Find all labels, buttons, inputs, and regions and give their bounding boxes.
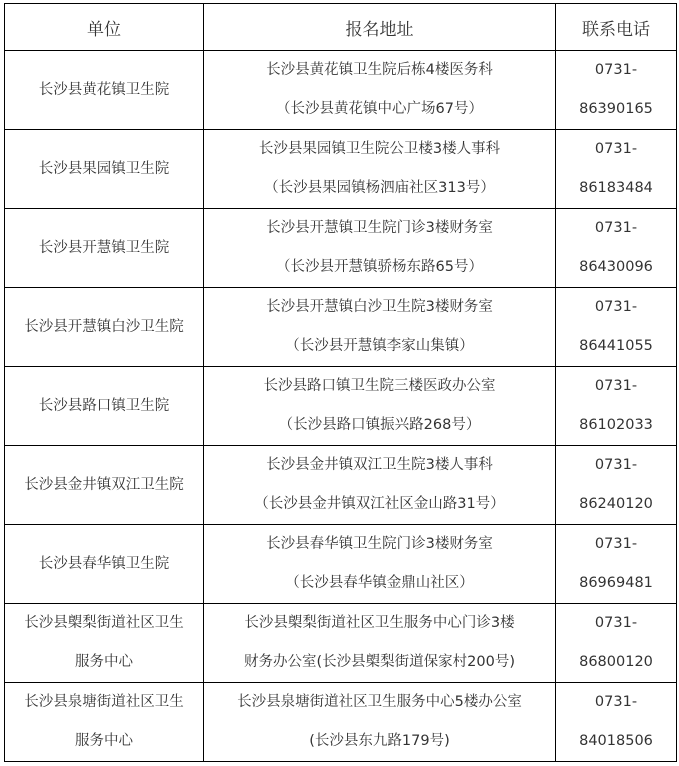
table-row <box>5 51 677 130</box>
phone-cell-line: 86800120 <box>579 654 653 670</box>
unit-cell-line: 长沙县开慧镇卫生院 <box>38 239 170 256</box>
phone-column-header: 联系电话 <box>556 4 677 51</box>
unit-cell <box>5 130 204 209</box>
unit-cell-line: 长沙县开慧镇白沙卫生院 <box>24 318 184 335</box>
registration-table <box>4 3 677 762</box>
address-cell <box>204 683 556 762</box>
phone-cell-line: 0731- <box>594 536 638 552</box>
table-row <box>5 683 677 762</box>
phone-cell-line: 0731- <box>594 615 638 631</box>
phone-cell-line: 86390165 <box>579 101 653 117</box>
unit-cell-line: 长沙县金井镇双江卫生院 <box>24 476 184 493</box>
address-cell-line: 长沙县开慧镇卫生院门诊3楼财务室 <box>266 220 493 236</box>
phone-cell <box>556 209 677 288</box>
table-row <box>5 209 677 288</box>
address-cell <box>204 446 556 525</box>
address-cell-line: 长沙县春华镇卫生院门诊3楼财务室 <box>266 536 493 552</box>
phone-cell-line: 0731- <box>594 220 638 236</box>
unit-cell <box>5 683 204 762</box>
address-cell <box>204 604 556 683</box>
table-row <box>5 130 677 209</box>
phone-cell-line: 84018506 <box>579 733 653 749</box>
address-cell <box>204 288 556 367</box>
unit-cell <box>5 446 204 525</box>
address-cell <box>204 51 556 130</box>
table-row <box>5 446 677 525</box>
unit-cell <box>5 367 204 446</box>
phone-cell <box>556 446 677 525</box>
phone-cell-line: 0731- <box>594 378 638 394</box>
phone-cell-line: 0731- <box>594 694 638 710</box>
table-row <box>5 288 677 367</box>
unit-cell <box>5 288 204 367</box>
unit-cell <box>5 604 204 683</box>
address-cell-line: （长沙县春华镇金鼎山社区） <box>285 575 474 591</box>
address-column-header: 报名地址 <box>204 4 556 51</box>
phone-cell-line: 0731- <box>594 62 638 78</box>
unit-cell-line: 长沙县路口镇卫生院 <box>38 397 170 414</box>
address-cell-line: （长沙县果园镇杨泗庙社区313号） <box>264 180 495 196</box>
unit-cell <box>5 51 204 130</box>
phone-cell <box>556 51 677 130</box>
address-cell <box>204 209 556 288</box>
table-row <box>5 525 677 604</box>
address-cell-line: 财务办公室(长沙县㮾梨街道保家村200号) <box>244 654 515 670</box>
phone-cell <box>556 288 677 367</box>
address-cell-line: 长沙县黄花镇卫生院后栋4楼医务科 <box>266 62 493 78</box>
phone-cell-line: 0731- <box>594 141 638 157</box>
phone-cell-line: 86441055 <box>579 338 653 354</box>
unit-cell-line: 长沙县果园镇卫生院 <box>38 160 170 177</box>
phone-cell <box>556 525 677 604</box>
address-cell <box>204 525 556 604</box>
phone-cell-line: 86240120 <box>579 496 653 512</box>
unit-cell-line: 长沙县春华镇卫生院 <box>38 555 170 572</box>
address-cell-line: 长沙县金井镇双江卫生院3楼人事科 <box>266 457 493 473</box>
unit-column-header: 单位 <box>5 4 204 51</box>
address-cell-line: 长沙县㮾梨街道社区卫生服务中心门诊3楼 <box>244 615 515 631</box>
address-cell-line: （长沙县开慧镇骄杨东路65号） <box>276 259 483 275</box>
phone-cell <box>556 604 677 683</box>
header-row <box>5 4 677 51</box>
table-row <box>5 604 677 683</box>
address-cell-line: （长沙县路口镇振兴路268号） <box>278 417 481 433</box>
address-cell-line: 长沙县泉塘街道社区卫生服务中心5楼办公室 <box>237 694 522 710</box>
unit-cell-line: 长沙县㮾梨街道社区卫生 <box>24 615 184 631</box>
unit-cell-line: 长沙县泉塘街道社区卫生 <box>24 694 184 710</box>
address-cell-line: （长沙县开慧镇李家山集镇） <box>285 338 474 354</box>
phone-cell-line: 86183484 <box>579 180 653 196</box>
address-cell-line: 长沙县开慧镇白沙卫生院3楼财务室 <box>266 299 493 315</box>
address-cell-line: (长沙县东九路179号) <box>309 733 450 749</box>
table-body <box>5 51 677 762</box>
phone-cell-line: 0731- <box>594 457 638 473</box>
address-cell-line: 长沙县果园镇卫生院公卫楼3楼人事科 <box>258 141 501 157</box>
phone-cell-line: 86102033 <box>579 417 653 433</box>
phone-cell-line: 0731- <box>594 299 638 315</box>
unit-cell-line: 服务中心 <box>75 733 133 749</box>
address-cell-line: 长沙县路口镇卫生院三楼医政办公室 <box>263 378 496 394</box>
unit-cell <box>5 209 204 288</box>
address-cell <box>204 367 556 446</box>
phone-cell-line: 86969481 <box>579 575 653 591</box>
address-cell-line: （长沙县黄花镇中心广场67号） <box>276 101 483 117</box>
phone-cell-line: 86430096 <box>579 259 653 275</box>
phone-cell <box>556 130 677 209</box>
phone-cell <box>556 367 677 446</box>
address-cell <box>204 130 556 209</box>
unit-cell-line: 服务中心 <box>75 654 133 670</box>
address-cell-line: （长沙县金井镇双江社区金山路31号） <box>254 496 505 512</box>
unit-cell-line: 长沙县黄花镇卫生院 <box>38 81 170 98</box>
phone-cell <box>556 683 677 762</box>
table-row <box>5 367 677 446</box>
unit-cell <box>5 525 204 604</box>
